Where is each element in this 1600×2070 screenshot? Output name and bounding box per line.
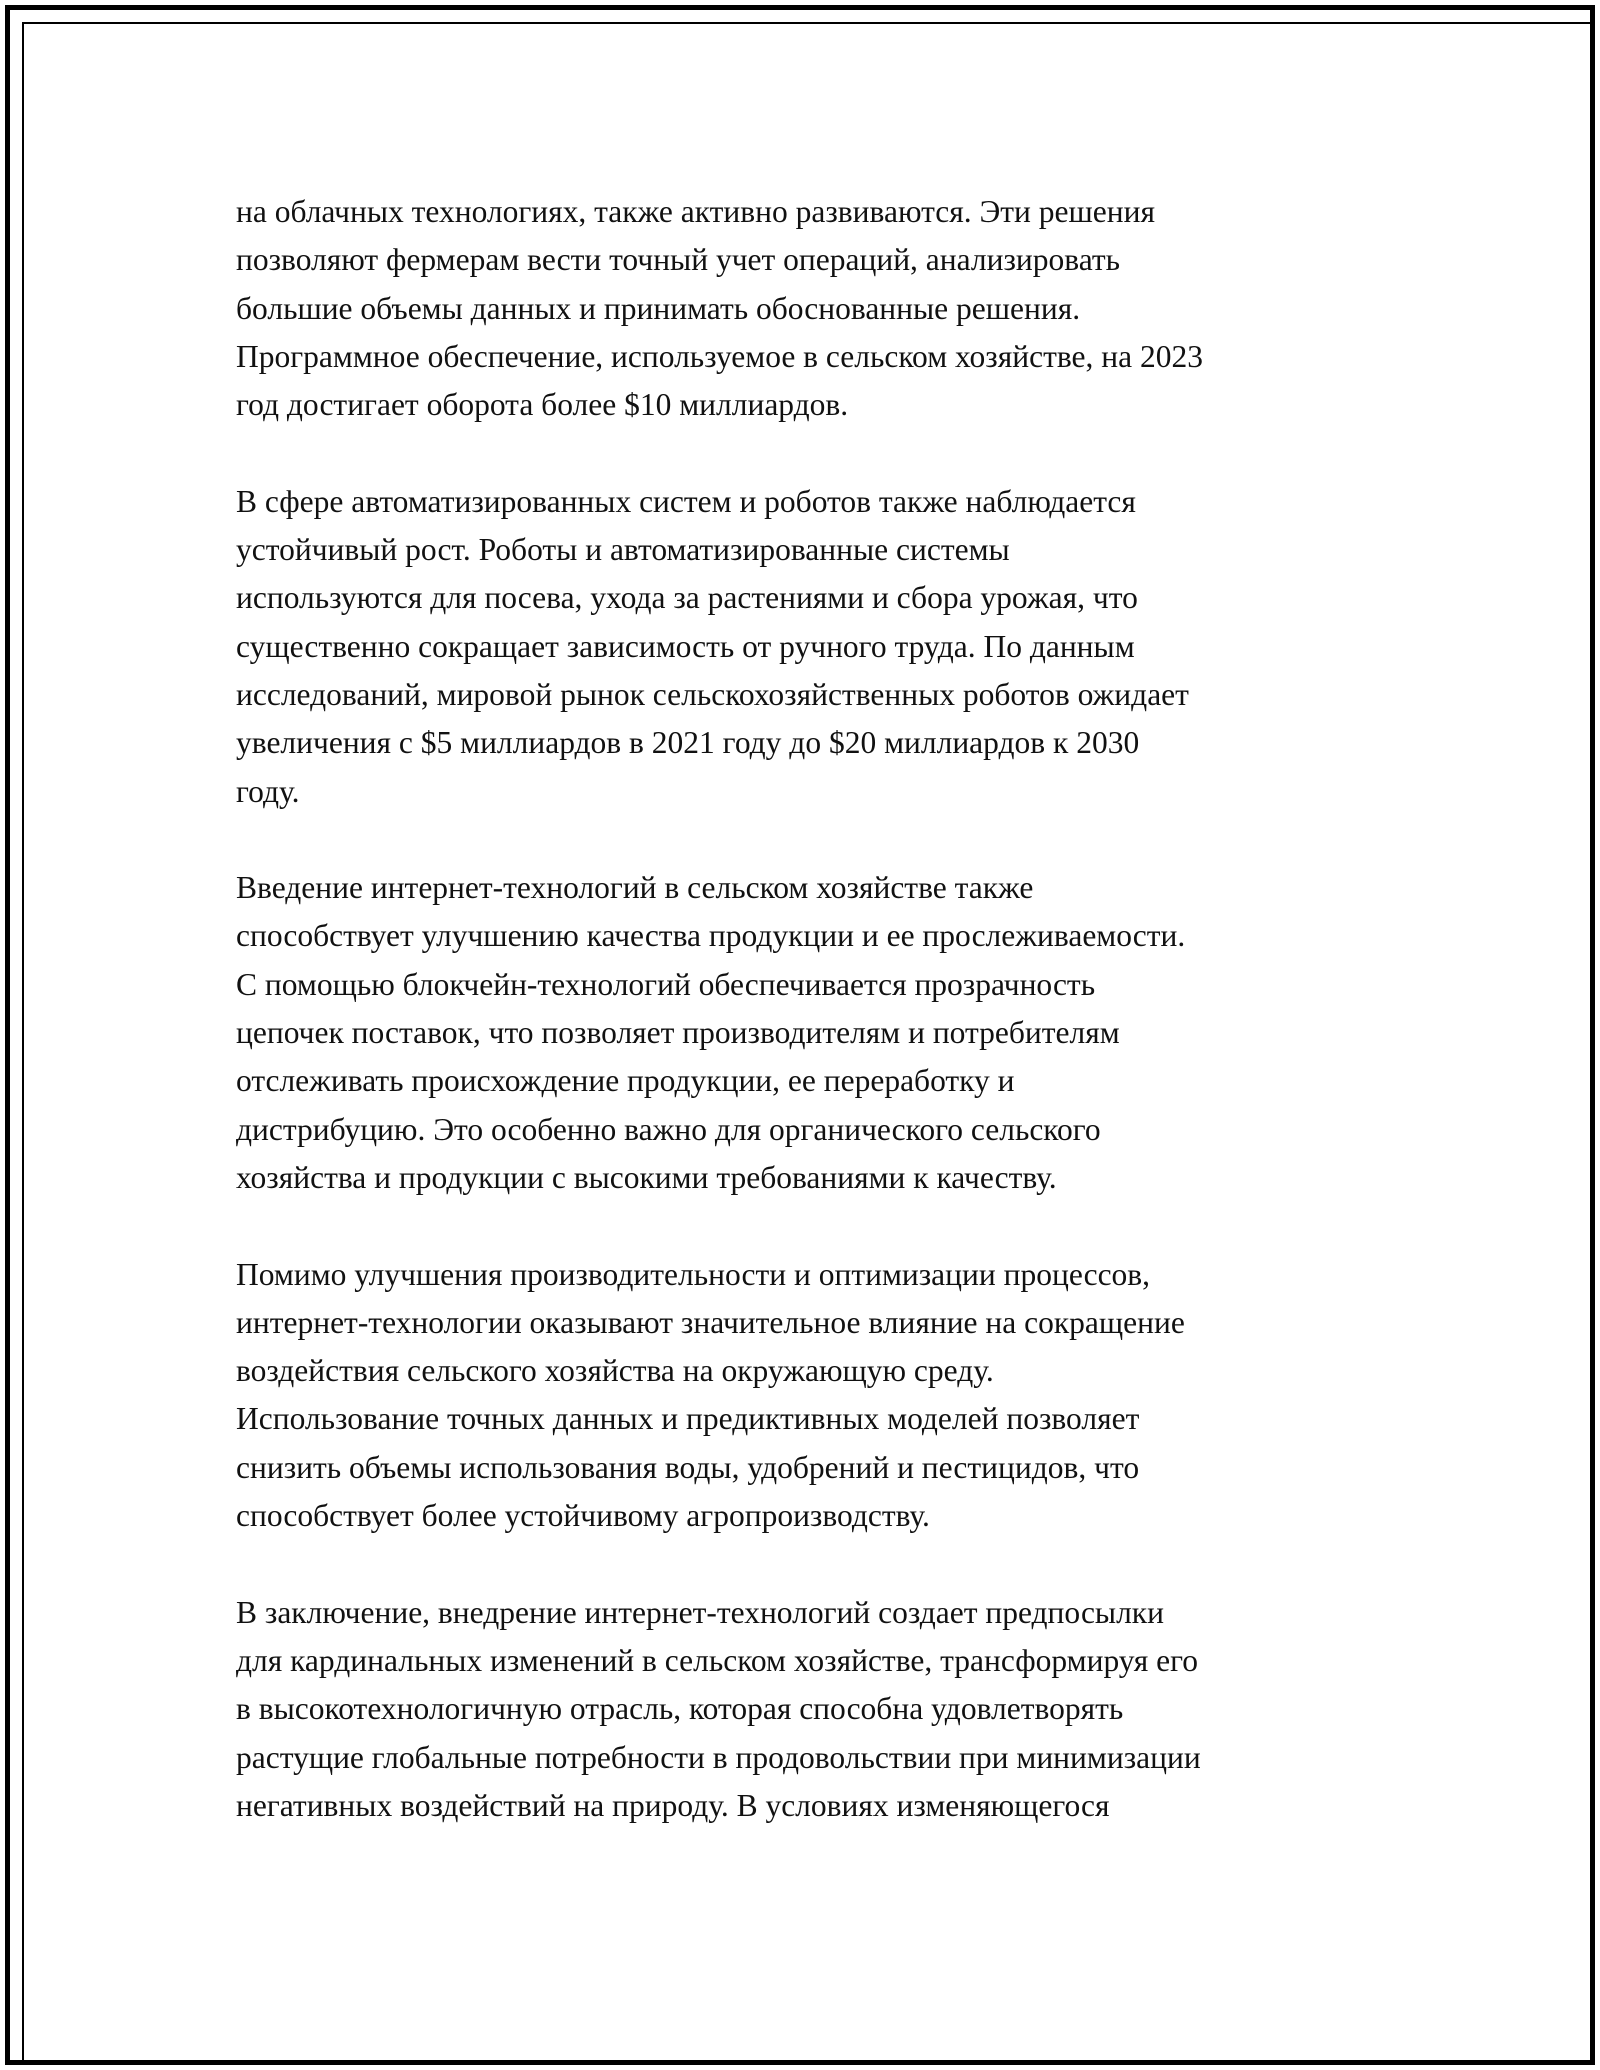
paragraph-cloud-software: [236, 188, 1376, 429]
text-line: цепочек поставок, что позволяет производителям и потребителям: [236, 1015, 1120, 1051]
text-line: позволяют фермерам вести точный учет операций, анализировать: [236, 242, 1121, 278]
text-line: В заключение, внедрение интернет-технологий создает предпосылки: [236, 1594, 1164, 1630]
text-line: для кардинальных изменений в сельском хозяйстве, трансформируя его: [236, 1642, 1198, 1678]
text-line: С помощью блокчейн-технологий обеспечивается прозрачность: [236, 966, 1096, 1002]
text-line: году.: [236, 773, 300, 809]
paragraph-environment: [236, 1251, 1376, 1541]
text-line: в высокотехнологичную отрасль, которая способна удовлетворять: [236, 1691, 1124, 1727]
paragraph-conclusion: [236, 1589, 1376, 1830]
text-line: отслеживать происхождение продукции, ее переработку и: [236, 1063, 1015, 1099]
text-line: на облачных технологиях, также активно развиваются. Эти решения: [236, 194, 1155, 229]
text-line: негативных воздействий на природу. В условиях изменяющегося: [236, 1787, 1110, 1823]
paragraph-blockchain: [236, 864, 1376, 1202]
text-line: снизить объемы использования воды, удобрений и пестицидов, что: [236, 1449, 1140, 1485]
text-line: способствует более устойчивому агропроизводству.: [236, 1498, 930, 1534]
text-line: растущие глобальные потребности в продовольствии при минимизации: [236, 1739, 1201, 1775]
text-line: используются для посева, ухода за растениями и сбора урожая, что: [236, 580, 1138, 616]
document-body: [236, 188, 1376, 1878]
text-line: увеличения с $5 миллиардов в 2021 году до $20 миллиардов к 2030: [236, 725, 1140, 761]
paragraph-robotics: [236, 478, 1376, 816]
text-line: существенно сокращает зависимость от ручного труда. По данным: [236, 628, 1135, 664]
text-line: Программное обеспечение, используемое в сельском хозяйстве, на 2023: [236, 338, 1203, 374]
text-line: исследований, мировой рынок сельскохозяйственных роботов ожидает: [236, 676, 1189, 712]
text-line: Помимо улучшения производительности и оптимизации процессов,: [236, 1256, 1151, 1292]
text-line: большие объемы данных и принимать обоснованные решения.: [236, 290, 1081, 326]
text-line: год достигает оборота более $10 миллиардов.: [236, 387, 849, 423]
text-line: дистрибуцию. Это особенно важно для органического сельского: [236, 1111, 1101, 1147]
text-line: В сфере автоматизированных систем и роботов также наблюдается: [236, 483, 1136, 519]
text-line: способствует улучшению качества продукции и ее прослеживаемости.: [236, 918, 1186, 954]
text-line: Введение интернет-технологий в сельском хозяйстве также: [236, 870, 1034, 906]
text-line: устойчивый рост. Роботы и автоматизированные системы: [236, 532, 1010, 568]
text-line: воздействия сельского хозяйства на окружающую среду.: [236, 1353, 994, 1389]
text-line: Использование точных данных и предиктивных моделей позволяет: [236, 1401, 1140, 1437]
text-line: хозяйства и продукции с высокими требованиями к качеству.: [236, 1159, 1057, 1195]
text-line: интернет-технологии оказывают значительное влияние на сокращение: [236, 1304, 1185, 1340]
